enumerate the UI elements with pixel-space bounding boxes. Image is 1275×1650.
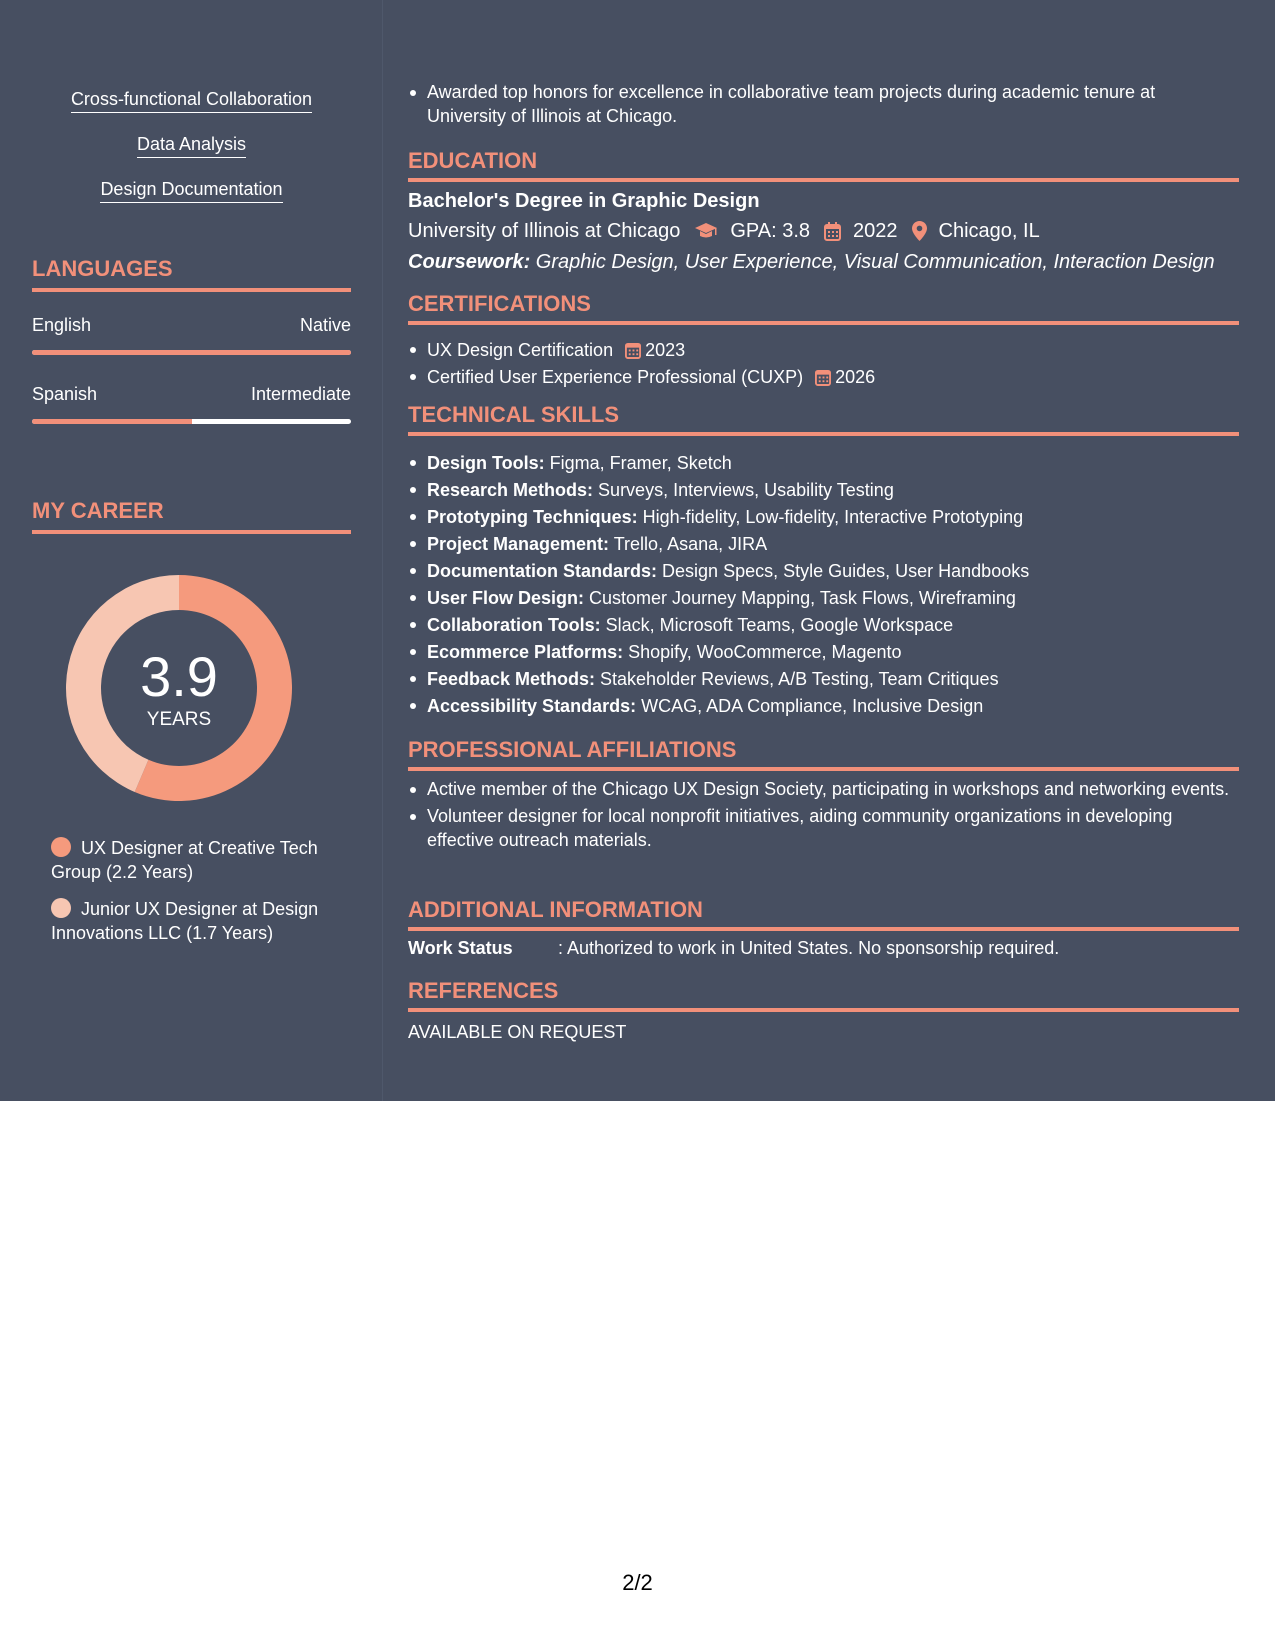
school-location: Chicago, IL <box>938 220 1040 242</box>
degree-title: Bachelor's Degree in Graphic Design <box>408 190 760 212</box>
graduation-year: 2022 <box>853 220 898 242</box>
certification-year: 2026 <box>835 367 876 387</box>
language-level: Intermediate <box>250 384 351 404</box>
language-bar <box>32 419 351 424</box>
work-status-label: Work Status <box>408 938 513 958</box>
education-heading: EDUCATION <box>408 148 1239 182</box>
skill-value: Trello, Asana, JIRA <box>609 534 768 554</box>
skill-label: Project Management: <box>427 534 610 554</box>
calendar-icon <box>824 222 841 241</box>
list-item: Active member of the Chicago UX Design Society, participating in workshops and networking events. <box>408 777 1239 801</box>
certification-year: 2023 <box>645 340 686 360</box>
career-donut <box>66 575 292 801</box>
list-item <box>408 558 1239 585</box>
language-bar-fill <box>32 419 192 424</box>
technical-skills-list <box>408 450 1239 720</box>
list-item <box>408 612 1239 639</box>
career-total: 3.9 <box>140 645 218 708</box>
certification-name: UX Design Certification <box>427 340 614 360</box>
list-item: Awarded top honors for excellence in collaborative team projects during academic tenure at University of Illinois at Chicago. <box>408 80 1239 128</box>
legend-dot-icon <box>51 837 71 857</box>
skill-value: WCAG, ADA Compliance, Inclusive Design <box>636 696 984 716</box>
affiliations-list <box>408 777 1239 852</box>
skill-value: Slack, Microsoft Teams, Google Workspace <box>600 615 954 635</box>
career-legend <box>51 836 341 958</box>
skill-label: Ecommerce Platforms: <box>427 642 624 662</box>
gpa: GPA: 3.8 <box>730 220 811 242</box>
skill-value: Figma, Framer, Sketch <box>544 453 732 473</box>
list-item <box>408 504 1239 531</box>
skill-value: Surveys, Interviews, Usability Testing <box>593 480 894 500</box>
list-item <box>408 450 1239 477</box>
skill-tag: Design Documentation <box>100 178 282 203</box>
certifications-heading: CERTIFICATIONS <box>408 291 1239 325</box>
school-name: University of Illinois at Chicago <box>408 220 681 242</box>
skill-tags <box>32 88 351 223</box>
work-status-value: : Authorized to work in United States. No sponsorship required. <box>558 938 1060 958</box>
skill-label: Documentation Standards: <box>427 561 658 581</box>
skill-label: Collaboration Tools: <box>427 615 601 635</box>
languages-heading: LANGUAGES <box>32 256 351 292</box>
skill-value: Design Specs, Style Guides, User Handbooks <box>657 561 1030 581</box>
career-unit: YEARS <box>146 709 212 730</box>
coursework <box>408 249 1215 275</box>
skill-value: Stakeholder Reviews, A/B Testing, Team Critiques <box>595 669 999 689</box>
education-details <box>408 218 1040 244</box>
list-item <box>408 477 1239 504</box>
page-number: 2/2 <box>622 1570 653 1595</box>
list-item <box>408 666 1239 693</box>
calendar-icon <box>815 368 831 386</box>
list-item <box>408 531 1239 558</box>
skill-label: Design Tools: <box>427 453 545 473</box>
language-spanish <box>32 383 351 424</box>
coursework-list: Graphic Design, User Experience, Visual Communication, Interaction Design <box>530 251 1215 273</box>
skill-label: Research Methods: <box>427 480 594 500</box>
language-name: English <box>32 315 92 335</box>
certification-item <box>408 364 1239 391</box>
legend-item <box>51 897 341 945</box>
certification-list <box>408 337 1239 391</box>
coursework-label: Coursework: <box>408 251 531 273</box>
list-item <box>408 639 1239 666</box>
skill-tag: Data Analysis <box>137 133 246 158</box>
work-status <box>408 936 1059 960</box>
affiliations-heading: PROFESSIONAL AFFILIATIONS <box>408 737 1239 771</box>
skill-value: High-fidelity, Low-fidelity, Interactive Prototyping <box>637 507 1024 527</box>
career-heading: MY CAREER <box>32 498 351 534</box>
skill-label: Accessibility Standards: <box>427 696 637 716</box>
location-pin-icon <box>912 221 927 241</box>
additional-info-heading: ADDITIONAL INFORMATION <box>408 897 1239 931</box>
skill-value: Customer Journey Mapping, Task Flows, Wireframing <box>584 588 1016 608</box>
language-bar-fill <box>32 350 351 355</box>
language-bar <box>32 350 351 355</box>
skill-value: Shopify, WooCommerce, Magento <box>623 642 902 662</box>
legend-item <box>51 836 341 884</box>
list-item <box>408 585 1239 612</box>
column-divider <box>382 0 383 1101</box>
legend-label: Junior UX Designer at Design Innovations LLC (1.7 Years) <box>51 899 319 943</box>
graduation-cap-icon <box>694 222 718 240</box>
list-item: Volunteer designer for local nonprofit initiatives, aiding community organizations in developing effective outreach materials. <box>408 804 1239 852</box>
skill-label: Feedback Methods: <box>427 669 596 689</box>
certification-item <box>408 337 1239 364</box>
legend-dot-icon <box>51 898 71 918</box>
language-level: Native <box>299 315 351 335</box>
references-text: AVAILABLE ON REQUEST <box>408 1022 627 1042</box>
language-name: Spanish <box>32 384 98 404</box>
skill-label: Prototyping Techniques: <box>427 507 638 527</box>
skill-tag: Cross-functional Collaboration <box>71 88 312 113</box>
achievement-list <box>408 80 1239 128</box>
technical-skills-heading: TECHNICAL SKILLS <box>408 402 1239 436</box>
references-heading: REFERENCES <box>408 978 1239 1012</box>
legend-label: UX Designer at Creative Tech Group (2.2 Years) <box>51 838 318 882</box>
language-english <box>32 314 351 355</box>
skill-label: User Flow Design: <box>427 588 585 608</box>
calendar-icon <box>625 341 641 359</box>
certification-name: Certified User Experience Professional (CUXP) <box>427 367 804 387</box>
list-item <box>408 693 1239 720</box>
